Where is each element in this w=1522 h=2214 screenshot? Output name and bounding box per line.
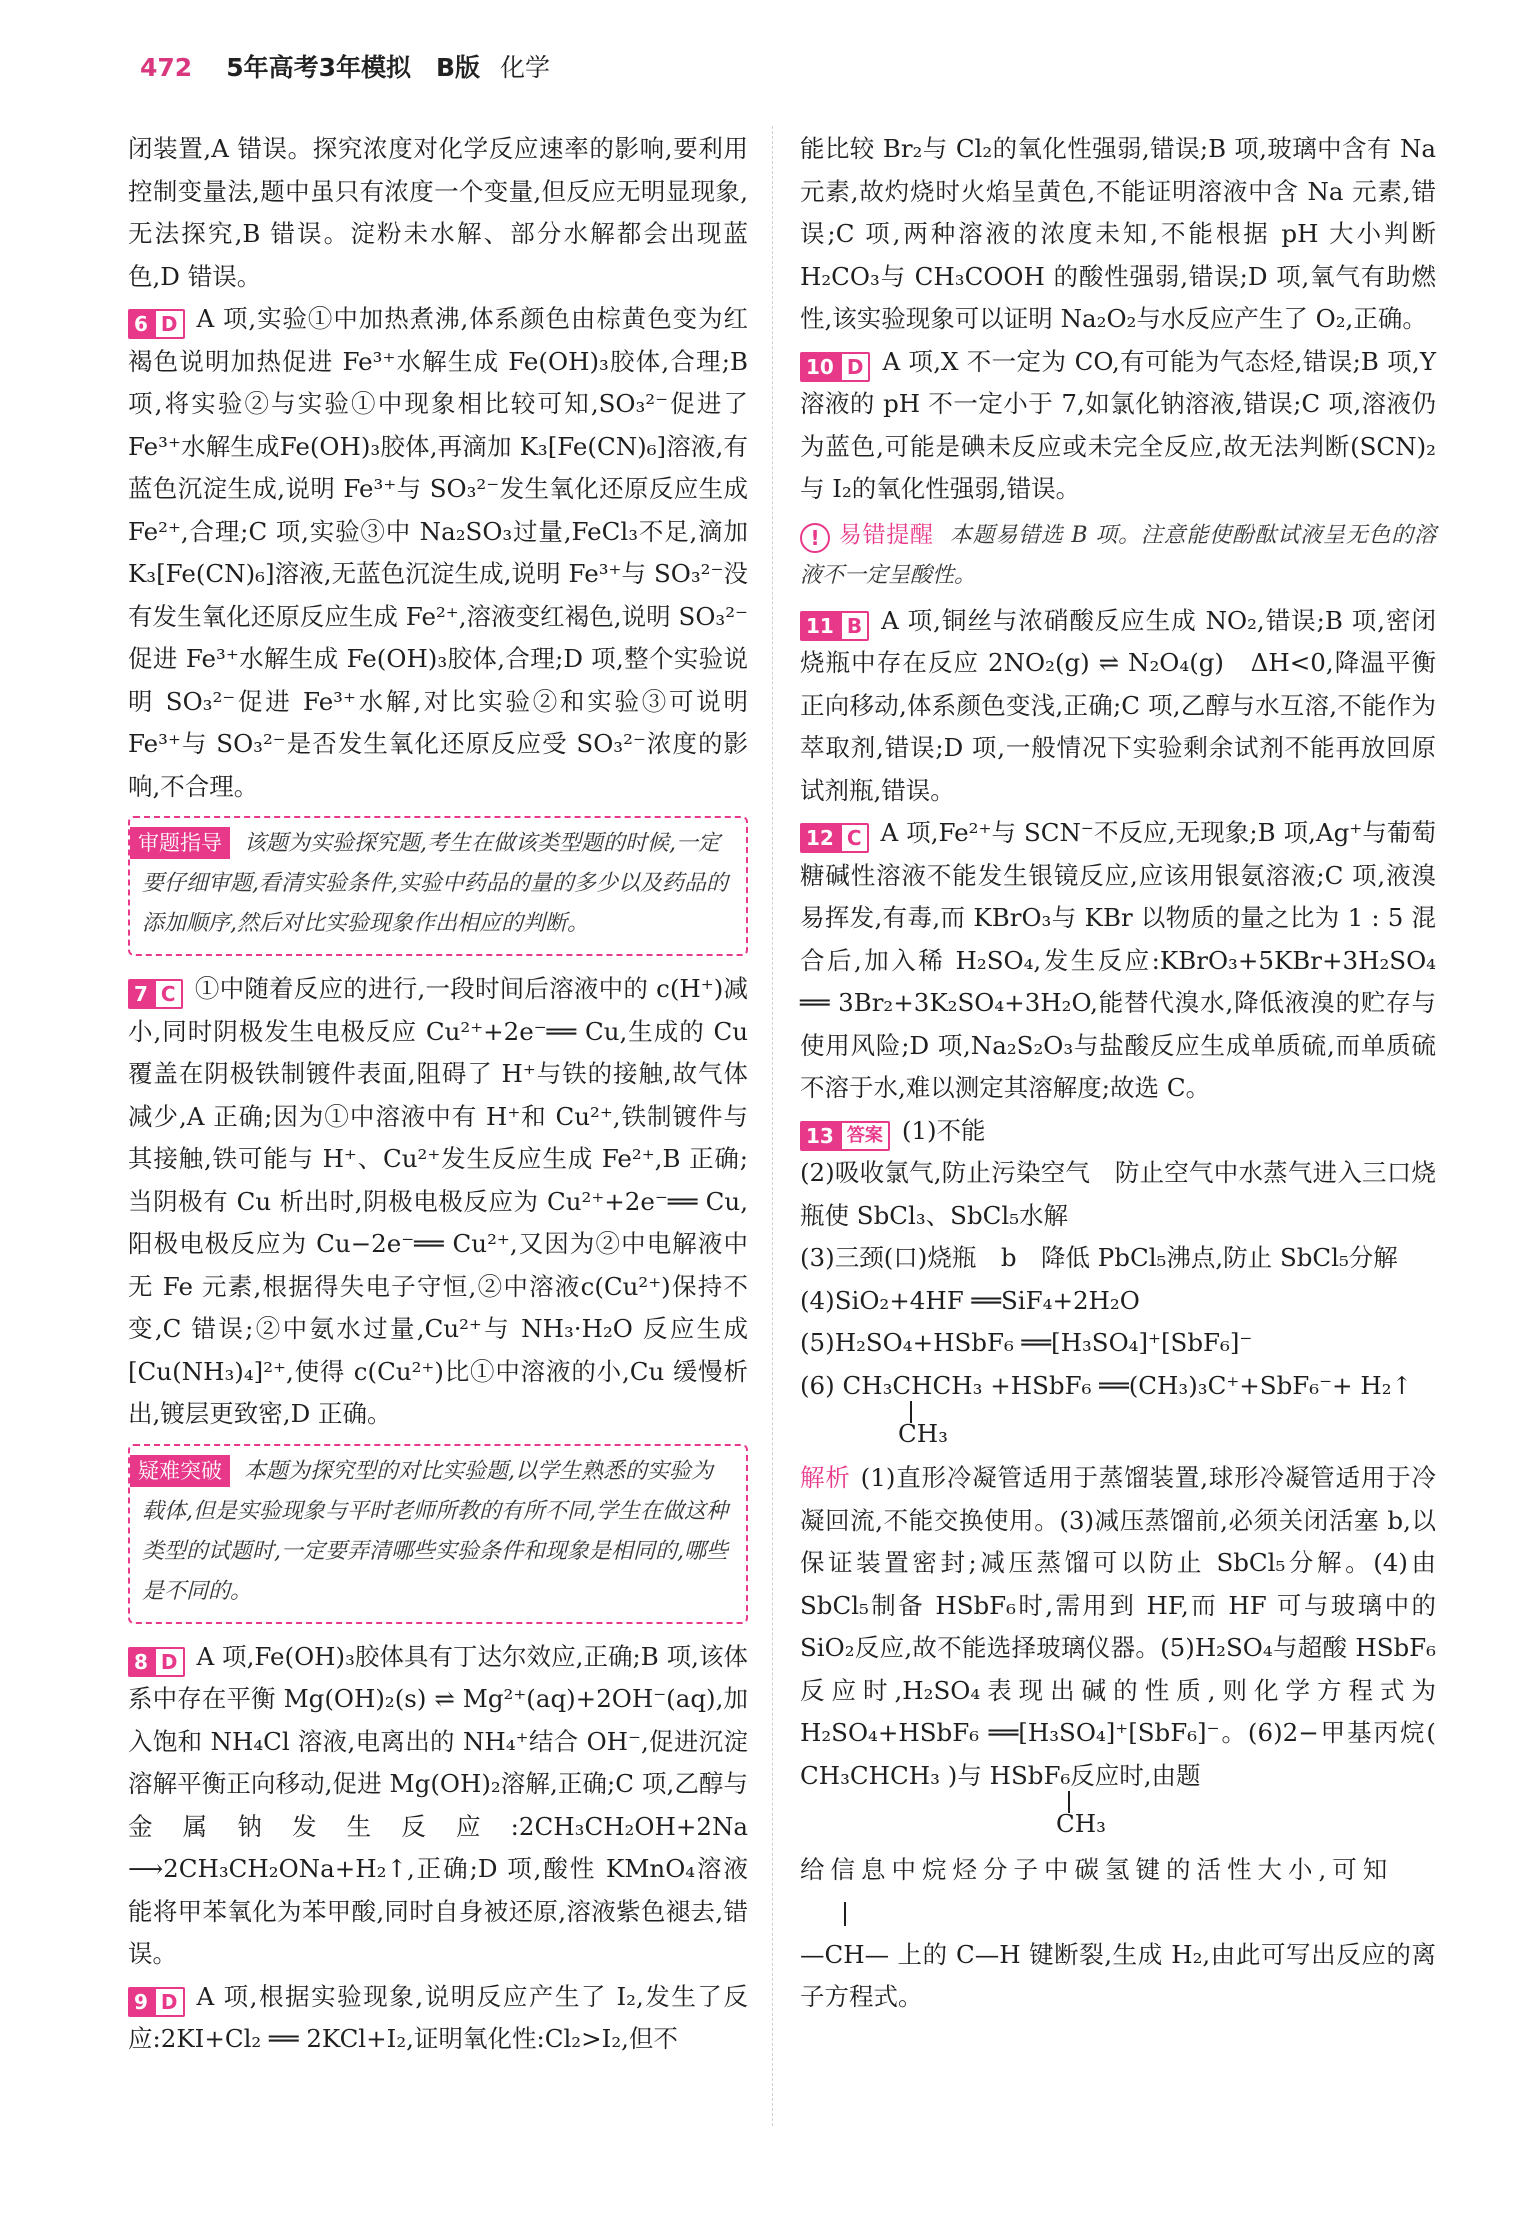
question-tag [128, 1987, 185, 2017]
subject-label: 化学 [500, 53, 551, 82]
question-9 [128, 1976, 748, 2061]
question-10 [800, 341, 1436, 511]
answer-letter: C [154, 979, 183, 1009]
question-tag [128, 1647, 185, 1677]
question-13-answer-1 [800, 1110, 1436, 1153]
question-number: 6 [128, 309, 154, 339]
answer-letter: D [154, 1987, 185, 2017]
tip-box-difficulty [128, 1444, 748, 1624]
question-7 [128, 968, 748, 1436]
question-number: 10 [800, 352, 840, 382]
page-header [140, 48, 550, 88]
question-13-answer-4: (4)SiO₂+4HF ══SiF₄+2H₂O [800, 1285, 1140, 1315]
question-text: A 项,X 不一定为 CO,有可能为气态烃,错误;B 项,Y 溶液的 pH 不一定小于 7,如氯化钠溶液,错误;C 项,溶液仍为蓝色,可能是碘未反应或未完全反应,故无法判断(SCN)₂与 I₂的氧化性强弱,错误。 [800, 346, 1436, 503]
question-text: A 项,Fe²⁺与 SCN⁻不反应,无现象;B 项,Ag⁺与葡萄糖碱性溶液不能发生银镜反应,应该用银氨溶液;C 项,液溴易挥发,有毒,而 KBrO₃与 KBr 以物质的量之比为 1 : 5 混合后,加入稀 H₂SO₄,发生反应:KBrO₃+5KBr+3H₂SO₄ ══ 3Br₂+3K₂SO₄+3H₂O,能替代溴水,降低液溴的贮存与使用风险;D 项,Na₂S₂O₃与盐酸反应生成单质硫,而单质硫不溶于水,难以测定其溶解度;故选 C。 [800, 818, 1436, 1102]
question-number: 11 [800, 611, 840, 641]
page-number: 472 [140, 53, 193, 82]
question-text: A 项,铜丝与浓硝酸反应生成 NO₂,错误;B 项,密闭烧瓶中存在反应 2NO₂(g) ⇌ N₂O₄(g) ΔH<0,降温平衡正向移动,体系颜色变浅,正确;C 项,乙醇与水互溶,不能作为萃取剂,错误;D 项,一般情况下实验剩余试剂不能再放回原试剂瓶,错误。 [800, 605, 1436, 805]
question-tag [128, 979, 183, 1009]
question-11 [800, 600, 1436, 813]
question-8 [128, 1636, 748, 1976]
tip-box-review [128, 816, 748, 956]
analysis-label: 解析 [800, 1463, 851, 1492]
right-column [800, 128, 1436, 2019]
question-text: A 项,Fe(OH)₃胶体具有丁达尔效应,正确;B 项,该体系中存在平衡 Mg(OH)₂(s) ⇌ Mg²⁺(aq)+2OH⁻(aq),加入饱和 NH₄Cl 溶液,电离出的 NH₄⁺结合 OH⁻,促进沉淀溶解平衡正向移动,促进 Mg(OH)₂溶解,正确;C 项,乙醇与金属钠发生反应:2CH₃CH₂OH+2Na ⟶2CH₃CH₂ONa+H₂↑,正确;D 项,酸性 KMnO₄溶液能将甲苯氧化为苯甲酸,同时自身被还原,溶液紫色褪去,错误。 [128, 1641, 748, 1968]
analysis-text-3: —CH— 上的 C—H 键断裂,生成 H₂,由此可写出反应的离子方程式。 [800, 1939, 1436, 2011]
answer-text: (1)不能 [901, 1115, 986, 1145]
answer-letter: D [154, 309, 185, 339]
question-13-answer-2: (2)吸收氯气,防止污染空气 防止空气中水蒸气进入三口烧瓶使 SbCl₃、SbCl₅水解 [800, 1158, 1436, 1230]
question-text: A 项,根据实验现象,说明反应产生了 I₂,发生了反应:2KI+Cl₂ ══ 2KCl+I₂,证明氧化性:Cl₂>I₂,但不 [128, 1981, 748, 2053]
formula-branch [800, 1407, 1436, 1449]
analysis-text-2: 给信息中烷烃分子中碳氢键的活性大小,可知 [800, 1855, 1394, 1884]
tip-label: 疑难突破 [130, 1455, 230, 1487]
column-divider [772, 126, 773, 2126]
answer-letter: D [840, 352, 871, 382]
error-warning [800, 515, 1436, 596]
analysis-formula-branch [800, 1797, 1436, 1839]
ch-vertical-bond [844, 1902, 846, 1926]
answer-letter: B [840, 611, 869, 641]
analysis-paragraph [800, 1457, 1436, 1797]
warning-text: 本题易错选 B 项。注意能使酚酞试液呈无色的溶液不一定呈酸性。 [800, 522, 1437, 588]
ch-bond-mark [800, 1892, 1436, 1934]
question-13-answer-3: (3)三颈(口)烧瓶 b 降低 PbCl₅沸点,防止 SbCl₅分解 [800, 1243, 1398, 1272]
question-13-answer-6: (6) CH₃CHCH₃ +HSbF₆ ══(CH₃)₃C⁺+SbF₆⁻+ H₂↑ [800, 1370, 1413, 1400]
question-tag [800, 1121, 890, 1151]
branch-methyl: CH₃ [898, 1419, 948, 1448]
question-number: 8 [128, 1647, 154, 1677]
question-number: 9 [128, 1987, 154, 2017]
question-12 [800, 812, 1436, 1110]
question-tag [800, 611, 869, 641]
answer-label: 答案 [840, 1121, 890, 1151]
question-number: 13 [800, 1121, 840, 1151]
question-13-answer-5: (5)H₂SO₄+HSbF₆ ══[H₃SO₄]⁺[SbF₆]⁻ [800, 1328, 1253, 1357]
tip-label: 审题指导 [130, 827, 230, 859]
warning-label: 易错提醒 [838, 521, 934, 548]
book-title: 5年高考3年模拟 B版 [226, 53, 481, 82]
branch-methyl: CH₃ [1056, 1809, 1106, 1838]
question-text: ①中随着反应的进行,一段时间后溶液中的 c(H⁺)减小,同时阴极发生电极反应 Cu²⁺+2e⁻══ Cu,生成的 Cu 覆盖在阴极铁制镀件表面,阻碍了 H⁺与铁的接触,故气体减少,A 正确;因为①中溶液中有 H⁺和 Cu²⁺,铁制镀件与其接触,铁可能与 H⁺、Cu²⁺发生反应生成 Fe²⁺,B 正确;当阴极有 Cu 析出时,阴极电极反应为 Cu²⁺+2e⁻══ Cu,阳极电极反应为 Cu−2e⁻══ Cu²⁺,又因为②中电解液中无 Fe 元素,根据得失电子守恒,②中溶液c(Cu²⁺)保持不变,C 错误;②中氨水过量,Cu²⁺与 NH₃·H₂O 反应生成[Cu(NH₃)₄]²⁺,使得 c(Cu²⁺)比①中溶液的小,Cu 缓慢析出,镀层更致密,D 正确。 [128, 974, 748, 1428]
question-tag [800, 352, 870, 382]
question-9-continued: 能比较 Br₂与 Cl₂的氧化性强弱,错误;B 项,玻璃中含有 Na 元素,故灼烧时火焰呈黄色,不能证明溶液中含 Na 元素,错误;C 项,两种溶液的浓度未知,不能根据 pH 大小判断 H₂CO₃与 CH₃COOH 的酸性强弱,错误;D 项,氧气有助燃性,该实验现象可以证明 Na₂O₂与水反应产生了 O₂,正确。 [800, 134, 1436, 333]
tip-text: 本题为探究型的对比实验题,以学生熟悉的实验为载体,但是实验现象与平时老师所教的有所不同,学生在做这种类型的试题时,一定要弄清哪些实验条件和现象是相同的,哪些是不同的。 [142, 1458, 728, 1604]
question-tag [128, 309, 185, 339]
answer-letter: C [840, 823, 869, 853]
question-tag [800, 823, 869, 853]
question-text: A 项,实验①中加热煮沸,体系颜色由棕黄色变为红褐色说明加热促进 Fe³⁺水解生成 Fe(OH)₃胶体,合理;B 项,将实验②与实验①中现象相比较可知,SO₃²⁻促进了 Fe³⁺水解生成Fe(OH)₃胶体,再滴加 K₃[Fe(CN)₆]溶液,有蓝色沉淀生成,说明 Fe³⁺与 SO₃²⁻发生氧化还原反应生成 Fe²⁺,合理;C 项,实验③中 Na₂SO₃过量,FeCl₃不足,滴加K₃[Fe(CN)₆]溶液,无蓝色沉淀生成,说明 Fe³⁺与 SO₃²⁻没有发生氧化还原反应生成 Fe²⁺,溶液变红褐色,说明 SO₃²⁻促进 Fe³⁺水解生成 Fe(OH)₃胶体,合理;D 项,整个实验说明 SO₃²⁻促进 Fe³⁺水解,对比实验②和实验③可说明 Fe³⁺与 SO₃²⁻是否发生氧化还原反应受 SO₃²⁻浓度的影响,不合理。 [128, 304, 748, 801]
intro-paragraph: 闭装置,A 错误。探究浓度对化学反应速率的影响,要利用控制变量法,题中虽只有浓度一个变量,但反应无明显现象,无法探究,B 错误。淀粉未水解、部分水解都会出现蓝色,D 错误。 [128, 134, 748, 291]
left-column [128, 128, 748, 2061]
question-number: 12 [800, 823, 840, 853]
question-number: 7 [128, 979, 154, 1009]
answer-letter: D [154, 1647, 185, 1677]
analysis-text: (1)直形冷凝管适用于蒸馏装置,球形冷凝管适用于冷凝回流,不能交换使用。(3)减压蒸馏前,必须关闭活塞 b,以保证装置密封;减压蒸馏可以防止 SbCl₅分解。(4)由 SbCl₅制备 HSbF₆时,需用到 HF,而 HF 可与玻璃中的 SiO₂反应,故不能选择玻璃仪器。(5)H₂SO₄与超酸 HSbF₆反应时,H₂SO₄表现出碱的性质,则化学方程式为 H₂SO₄+HSbF₆ ══[H₃SO₄]⁺[SbF₆]⁻。(6)2−甲基丙烷( CH₃CHCH₃ )与 HSbF₆反应时,由题 [800, 1463, 1436, 1790]
exclamation-icon: ! [800, 523, 830, 553]
question-6 [128, 298, 748, 808]
tip-text: 该题为实验探究题,考生在做该类型题的时候,一定要仔细审题,看清实验条件,实验中药品的量的多少以及药品的添加顺序,然后对比实验现象作出相应的判断。 [142, 831, 728, 936]
